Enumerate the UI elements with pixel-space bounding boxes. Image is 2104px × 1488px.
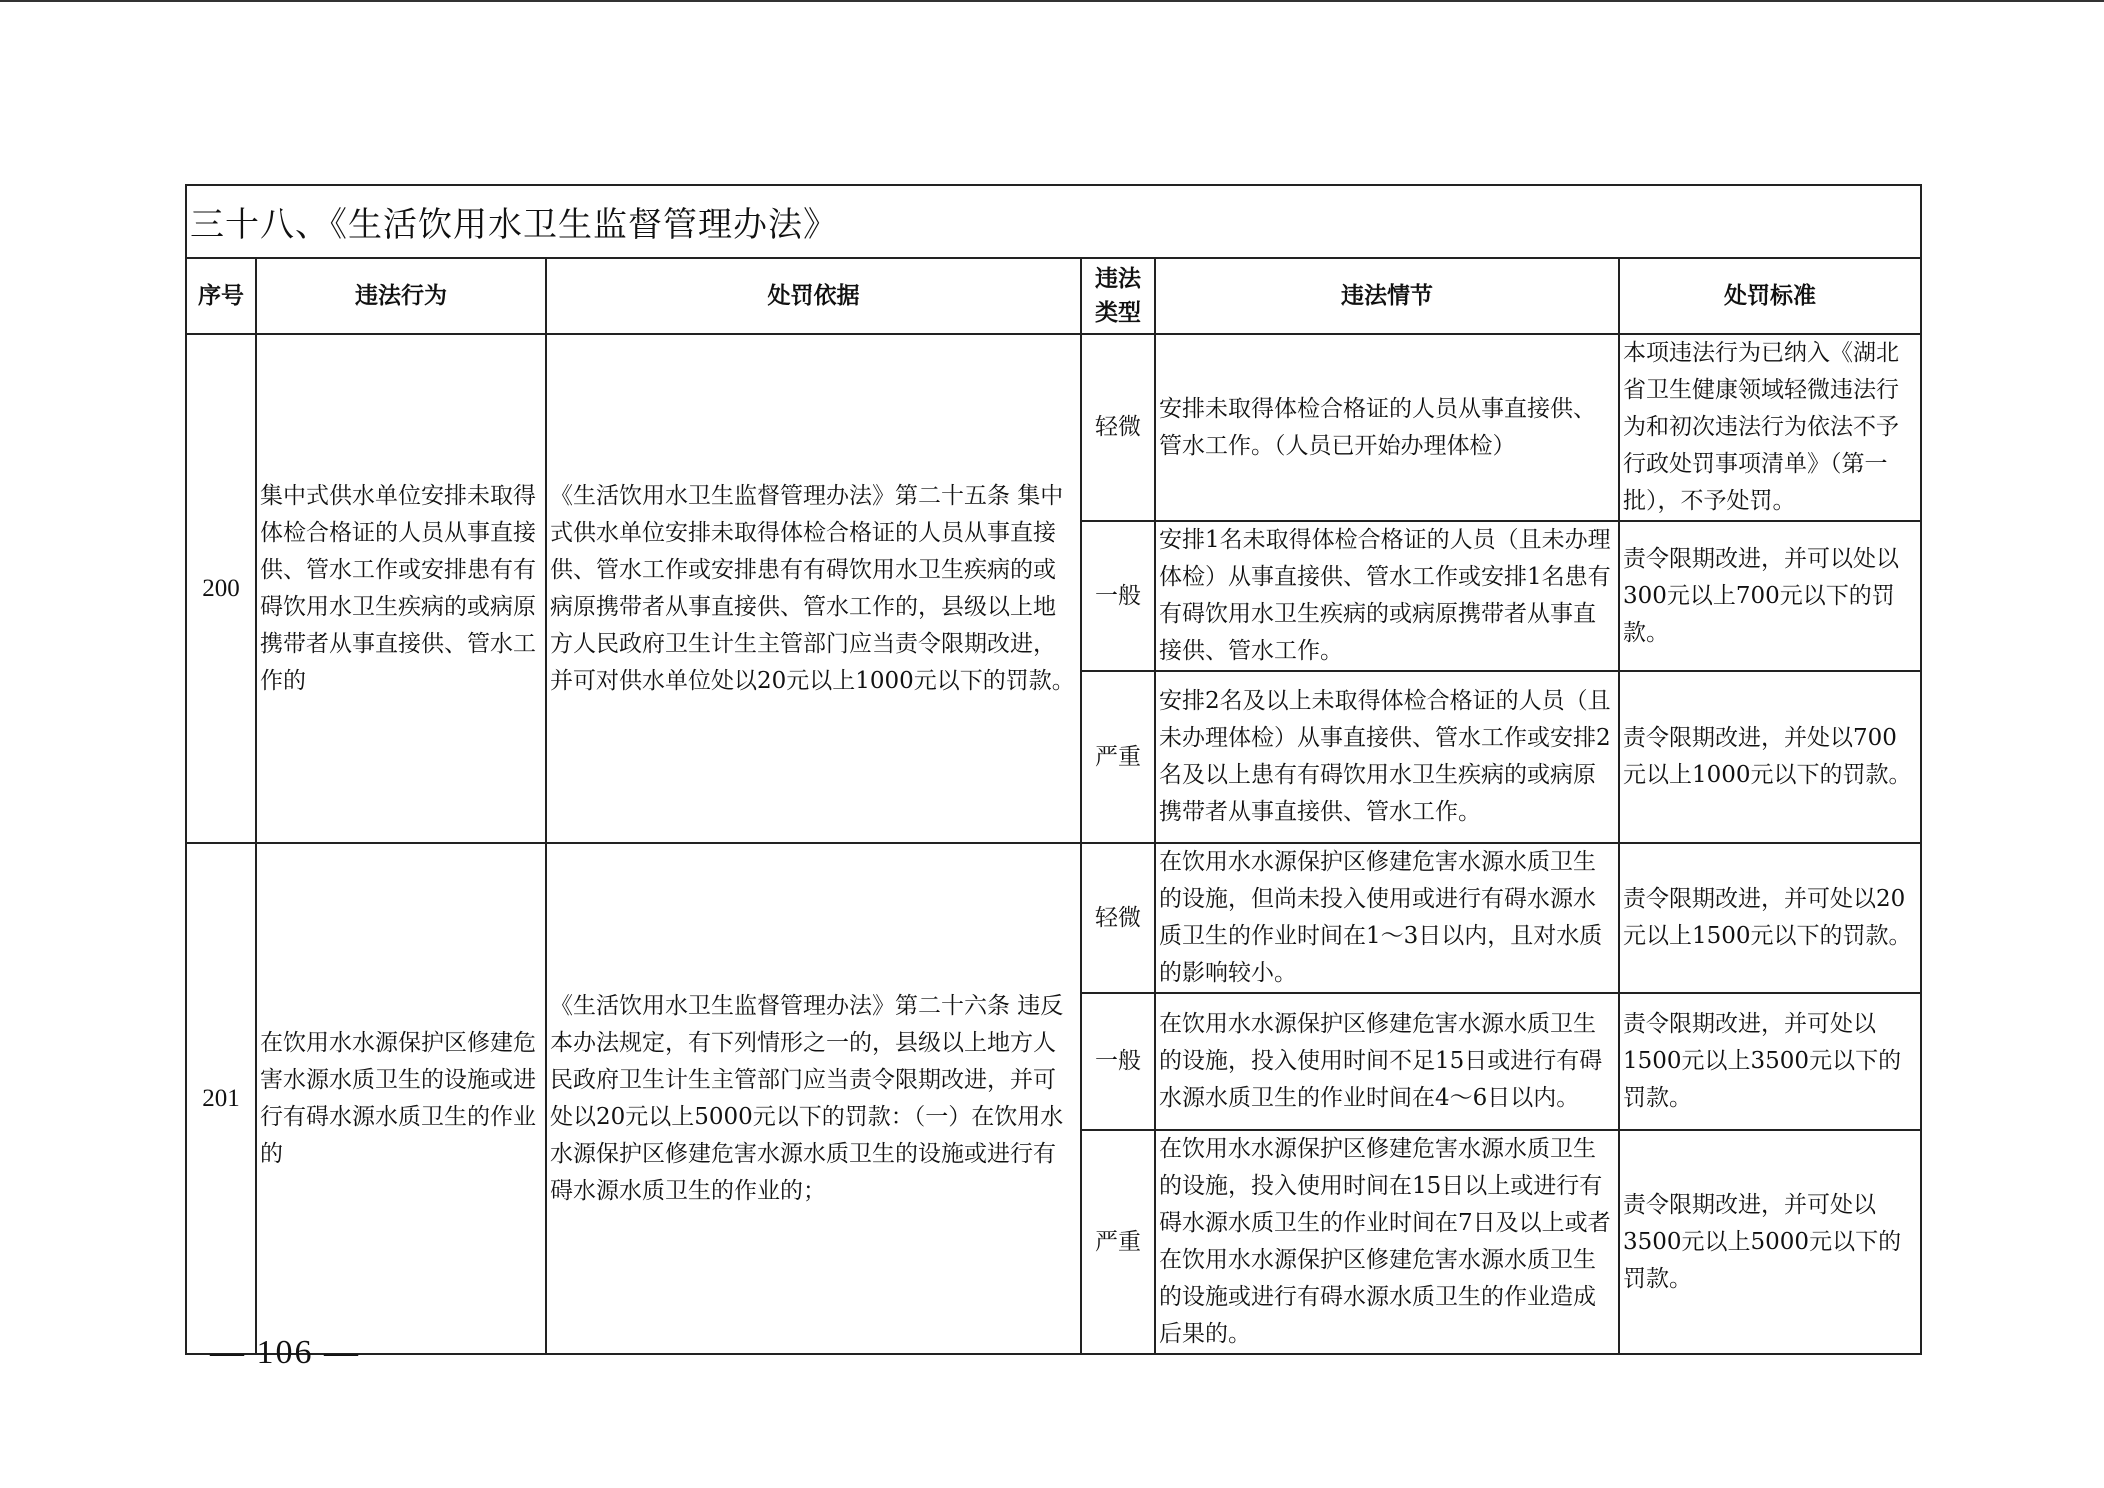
row-act: 集中式供水单位安排未取得体检合格证的人员从事直接供、管水工作或安排患有有碍饮用水卫生疾病的或病原携带者从事直接供、管水工作的: [256, 334, 546, 843]
row-basis: 《生活饮用水卫生监督管理办法》第二十六条 违反本办法规定，有下列情形之一的，县级以上地方人民政府卫生计生主管部门应当责令限期改进，并可处以20元以上5000元以下的罚款：（一）在饮用水水源保护区修建危害水源水质卫生的设施或进行有碍水源水质卫生的作业的；: [546, 843, 1081, 1354]
row-basis: 《生活饮用水卫生监督管理办法》第二十五条 集中式供水单位安排未取得体检合格证的人员从事直接供、管水工作或安排患有有碍饮用水卫生疾病的或病原携带者从事直接供、管水工作的，县级以上地方人民政府卫生计生主管部门应当责令限期改进，并可对供水单位处以20元以上1000元以下的罚款。: [546, 334, 1081, 843]
header-act: 违法行为: [256, 258, 546, 334]
level-standard: 责令限期改进，并处以700元以上1000元以下的罚款。: [1619, 671, 1921, 843]
header-type: 违法类型: [1081, 258, 1155, 334]
header-standard: 处罚标准: [1619, 258, 1921, 334]
level-circumstance: 安排未取得体检合格证的人员从事直接供、管水工作。（人员已开始办理体检）: [1155, 334, 1619, 521]
level-type: 一般: [1081, 993, 1155, 1130]
table-row: [186, 334, 1921, 521]
level-standard: 责令限期改进，并可处以20元以上1500元以下的罚款。: [1619, 843, 1921, 993]
page-top-rule: [0, 0, 2104, 2]
row-seq: 201: [186, 843, 256, 1354]
header-seq: 序号: [186, 258, 256, 334]
level-circumstance: 在饮用水水源保护区修建危害水源水质卫生的设施，投入使用时间在15日以上或进行有碍水源水质卫生的作业时间在7日及以上或者在饮用水水源保护区修建危害水源水质卫生的设施或进行有碍水源水质卫生的作业造成后果的。: [1155, 1130, 1619, 1354]
level-type: 严重: [1081, 1130, 1155, 1354]
page-number: — 106 —: [210, 1334, 360, 1371]
row-act: 在饮用水水源保护区修建危害水源水质卫生的设施或进行有碍水源水质卫生的作业的: [256, 843, 546, 1354]
level-standard: 责令限期改进，并可以处以300元以上700元以下的罚款。: [1619, 521, 1921, 671]
level-type: 严重: [1081, 671, 1155, 843]
level-type: 一般: [1081, 521, 1155, 671]
level-circumstance: 在饮用水水源保护区修建危害水源水质卫生的设施，但尚未投入使用或进行有碍水源水质卫生的作业时间在1～3日以内，且对水质的影响较小。: [1155, 843, 1619, 993]
section-title: 三十八、《生活饮用水卫生监督管理办法》: [186, 185, 1921, 258]
level-circumstance: 在饮用水水源保护区修建危害水源水质卫生的设施，投入使用时间不足15日或进行有碍水源水质卫生的作业时间在4～6日以内。: [1155, 993, 1619, 1130]
level-standard: 责令限期改进，并可处以3500元以上5000元以下的罚款。: [1619, 1130, 1921, 1354]
level-circumstance: 安排2名及以上未取得体检合格证的人员（且未办理体检）从事直接供、管水工作或安排2名及以上患有有碍饮用水卫生疾病的或病原携带者从事直接供、管水工作。: [1155, 671, 1619, 843]
table-row: [186, 843, 1921, 993]
row-seq: 200: [186, 334, 256, 843]
level-type: 轻微: [1081, 843, 1155, 993]
header-circumstance: 违法情节: [1155, 258, 1619, 334]
level-standard: 本项违法行为已纳入《湖北省卫生健康领域轻微违法行为和初次违法行为依法不予行政处罚事项清单》（第一批），不予处罚。: [1619, 334, 1921, 521]
penalty-table: [185, 184, 1922, 1355]
level-standard: 责令限期改进，并可处以1500元以上3500元以下的罚款。: [1619, 993, 1921, 1130]
level-type: 轻微: [1081, 334, 1155, 521]
header-basis: 处罚依据: [546, 258, 1081, 334]
level-circumstance: 安排1名未取得体检合格证的人员（且未办理体检）从事直接供、管水工作或安排1名患有有碍饮用水卫生疾病的或病原携带者从事直接供、管水工作。: [1155, 521, 1619, 671]
